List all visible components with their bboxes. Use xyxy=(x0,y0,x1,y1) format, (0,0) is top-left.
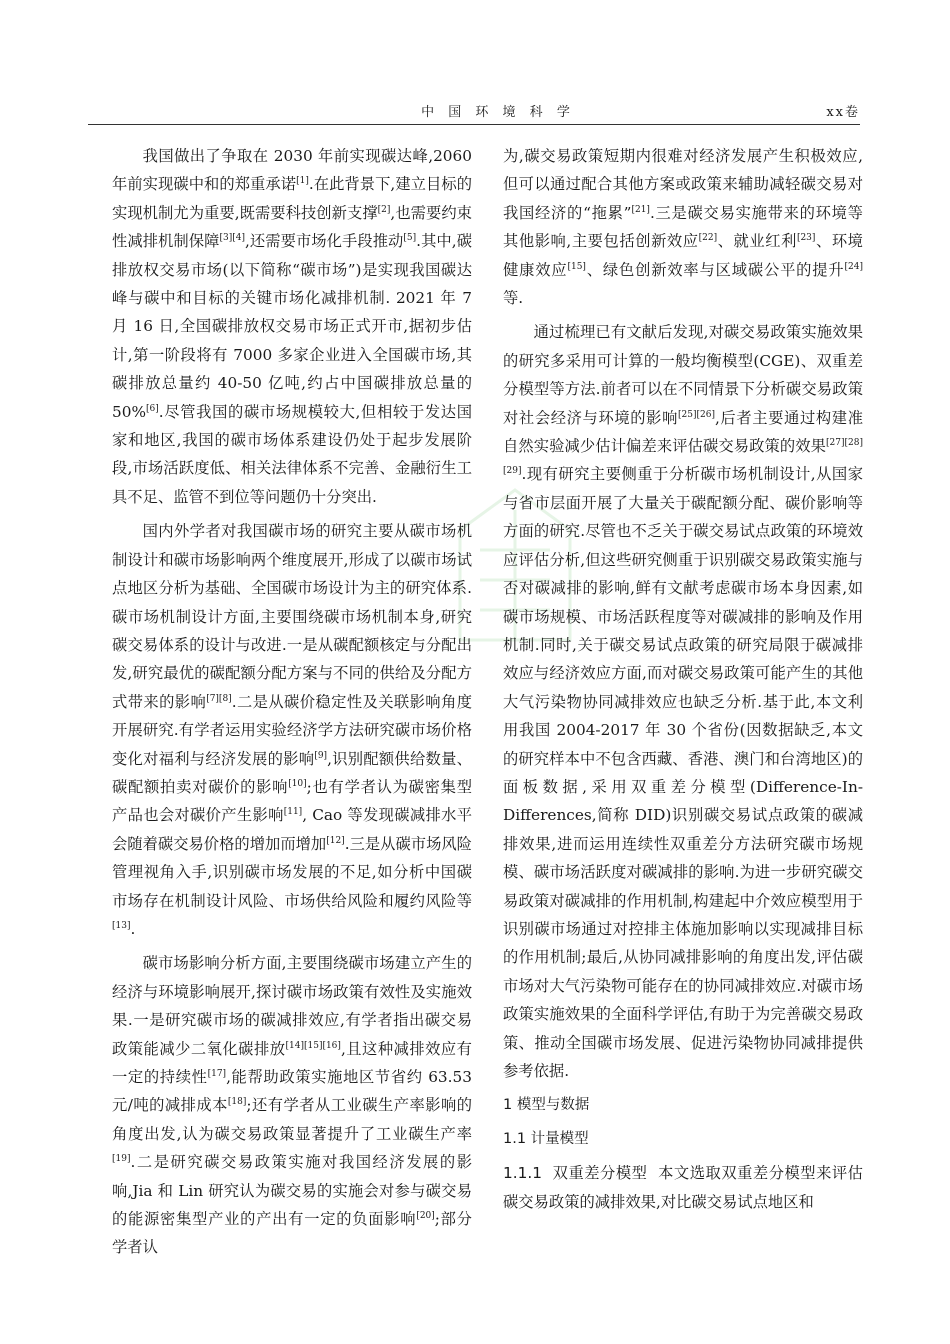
citation[interactable]: [15] xyxy=(567,261,586,272)
paragraph: 碳市场影响分析方面,主要围绕碳市场建立产生的经济与环境影响展开,探讨碳市场政策有效性及实施效果.一是研究碳市场的碳减排效应,有学者指出碳交易政策能减少二氧化碳排放[14][15][16],且这种减排效应有一定的持续性[17],能帮助政策实施地区节省约 63.53 元/吨的减排成本[18];还有学者从工业碳生产率影响的角度出发,认为碳交易政策显著提升了工业碳生产率[19].二是研究碳交易政策实施对我国经济发展的影响,Jia 和 Lin 研究认为碳交易的实施会对参与碳交易的能源密集型产业的产出有一定的负面影响[20];部分学者认 xyxy=(112,954,472,1257)
section-heading: 1 模型与数据 xyxy=(503,1097,590,1114)
citation[interactable]: [6] xyxy=(146,403,159,414)
paragraph: 通过梳理已有文献后发现,对碳交易政策实施效果的研究多采用可计算的一般均衡模型(CGE)、双重差分模型等方法.前者可以在不同情景下分析碳交易政策对社会经济与环境的影响[25][26],后者主要通过构建准自然实验减少估计偏差来评估碳交易政策的效果[27][28][29].现有研究主要侧重于分析碳市场机制设计,从国家与省市层面开展了大量关于碳配额分配、碳价影响等方面的研究.尽管也不乏关于碳交易试点政策的环境效应评估分析,但这些研究侧重于识别碳交易政策实施与否对碳减排的影响,鲜有文献考虑碳市场本身因素,如碳市场规模、市场活跃程度等对碳减排的影响及作用机制.同时,关于碳交易试点政策的研究局限于碳减排效应与经济效应方面,而对碳交易政策可能产生的其他大气污染物协同减排效应也缺乏分析.基于此,本文利用我国 2004-2017 年 30 个省份(因数据缺乏,本文的研究样本中不包含西藏、香港、澳门和台湾地区)的面板数据,采用双重差分模型(Difference-In-Differences,简称 DID)识别碳交易试点政策的碳减排效果,进而运用连续性双重差分方法研究碳市场规模、碳市场活跃度对碳减排的影响.为进一步研究碳交易政策对碳减排的作用机制,构建起中介效应模型用于识别碳市场通过对控排主体施加影响以实现减排目标的作用机制;最后,从协同减排影响的角度出发,评估碳市场对大气污染物可能存在的协同减排效应.对碳市场政策实施效果的全面科学评估,有助于为完善碳交易政策、推动全国碳市场发展、促进污染物协同减排提供参考依据. xyxy=(503,323,863,1080)
citation[interactable]: [23] xyxy=(796,233,816,244)
paragraph: 国内外学者对我国碳市场的研究主要从碳市场机制设计和碳市场影响两个维度展开,形成了以碳市场试点地区分析为基础、全国碳市场设计为主的研究体系.碳市场机制设计方面,主要围绕碳市场机制本身,研究碳交易体系的设计与改进.一是从碳配额核定与分配出发,研究最优的碳配额分配方案与不同的供给及分配方式带来的影响[7][8].二是从碳价稳定性及关联影响角度开展研究.有学者运用实验经济学方法研究碳市场价格变化对福利与经济发展的影响[9],识别配额供给数量、碳配额拍卖对碳价的影响[10];也有学者认为碳密集型产品也会对碳价产生影响[11], Cao 等发现碳减排水平会随着碳交易价格的增加而增加[12].三是从碳市场风险管理视角入手,识别碳市场发展的不足,如分析中国碳市场存在机制设计风险、市场供给风险和履约风险等[13]. xyxy=(112,522,472,938)
citation[interactable]: [19] xyxy=(112,1154,131,1165)
volume-label: xx卷 xyxy=(826,105,860,120)
citation[interactable]: [2] xyxy=(377,204,391,215)
paragraph: 1.1.1 双重差分模型 本文选取双重差分模型来评估碳交易政策的减排效果,对比碳交易试点地区和 xyxy=(503,1164,863,1211)
citation[interactable]: [21] xyxy=(631,204,650,215)
citation[interactable]: [20] xyxy=(416,1210,435,1221)
subsection-heading: 1.1 计量模型 xyxy=(503,1131,589,1148)
citation[interactable]: [9] xyxy=(314,750,328,761)
citation[interactable]: [7][8] xyxy=(206,693,232,704)
citation[interactable]: [12] xyxy=(326,835,345,846)
citation[interactable]: [24] xyxy=(844,261,863,272)
running-header xyxy=(88,101,860,121)
subsubsection-number: 1.1.1 xyxy=(503,1164,542,1183)
citation[interactable]: [10] xyxy=(288,778,307,789)
citation[interactable]: [11] xyxy=(283,807,303,818)
citation[interactable]: [3][4] xyxy=(219,233,245,244)
right-column xyxy=(503,142,863,1216)
left-column xyxy=(112,142,472,1262)
paragraph: 为,碳交易政策短期内很难对经济发展产生积极效应,但可以通过配合其他方案或政策来辅助减轻碳交易对我国经济的“拖累”[21].三是碳交易实施带来的环境等其他影响,主要包括创新效应[22]、就业红利[23]、环境健康效应[15]、绿色创新效率与区域碳公平的提升[24]等. xyxy=(503,147,863,308)
citation[interactable]: [5] xyxy=(403,233,417,244)
citation[interactable]: [14][15][16] xyxy=(285,1040,341,1051)
citation[interactable]: [18] xyxy=(227,1097,247,1108)
paragraph: 我国做出了争取在 2030 年前实现碳达峰,2060 年前实现碳中和的郑重承诺[1].在此背景下,建立目标的实现机制尤为重要,既需要科技创新支撑[2],也需要约束性减排机制保障[3][4],还需要市场化手段推动[5].其中,碳排放权交易市场(以下简称“碳市场”)是实现我国碳达峰与碳中和目标的关键市场化减排机制. 2021 年 7 月 16 日,全国碳排放权交易市场正式开市,据初步估计,第一阶段将有 7000 多家企业进入全国碳市场,其碳排放总量约 40-50 亿吨,约占中国碳排放总量的 50%[6].尽管我国的碳市场规模较大,但相较于发达国家和地区,我国的碳市场体系建设仍处于起步发展阶段,市场活跃度低、相关法律体系不完善、金融衍生工具不足、监管不到位等问题仍十分突出. xyxy=(112,147,472,506)
citation[interactable]: [1] xyxy=(296,176,309,187)
journal-name: 中 国 环 境 科 学 xyxy=(421,105,575,120)
citation[interactable]: [13] xyxy=(112,920,131,931)
citation[interactable]: [25][26] xyxy=(678,409,715,420)
subsubsection-title: 双重差分模型 xyxy=(552,1164,648,1183)
citation[interactable]: [27][28][29] xyxy=(503,437,863,477)
citation[interactable]: [17] xyxy=(207,1068,227,1079)
citation[interactable]: [22] xyxy=(698,233,718,244)
header-rule xyxy=(88,124,860,125)
